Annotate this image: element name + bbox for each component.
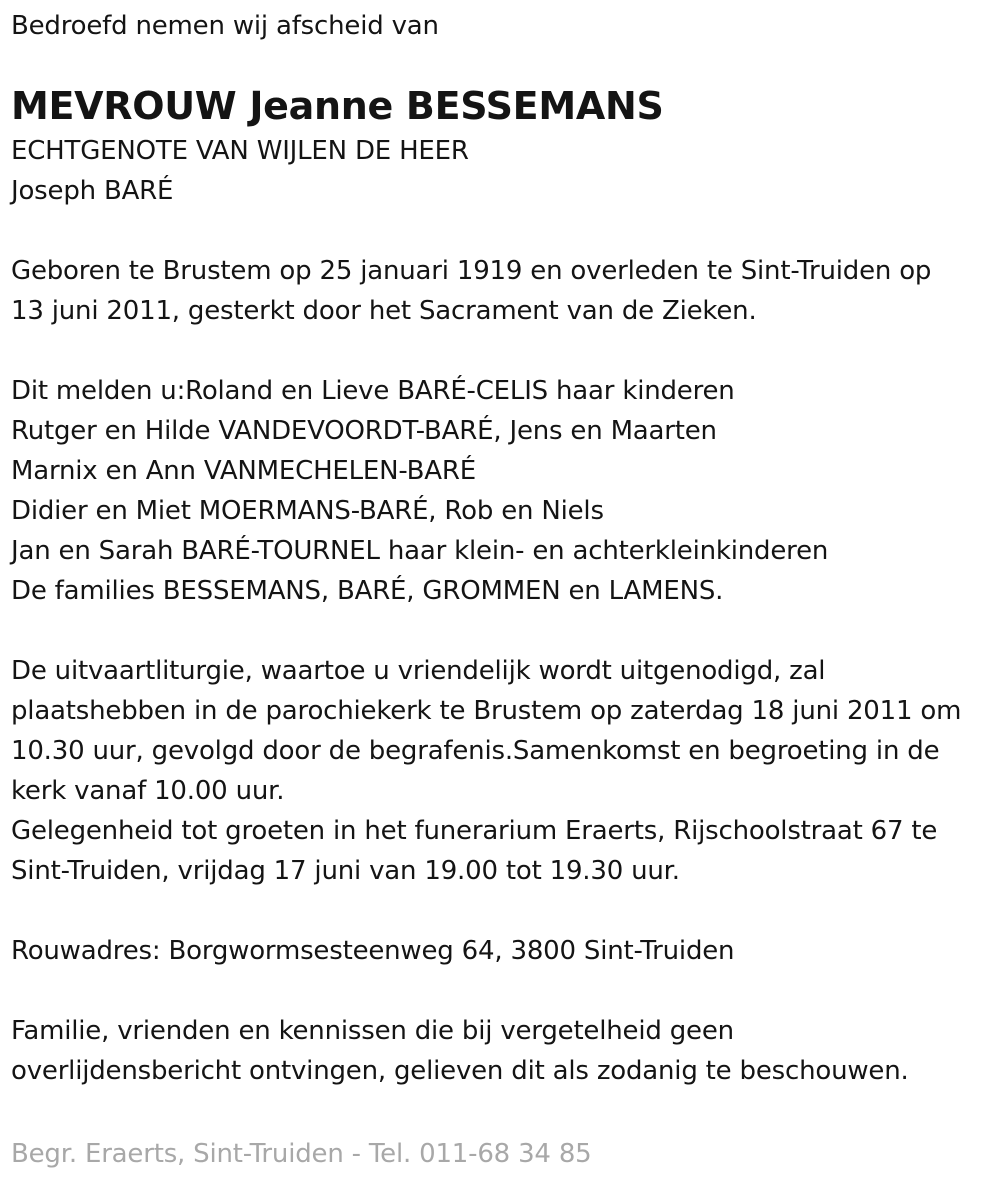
birth-death-paragraph [11, 251, 991, 331]
family-line: Didier en Miet MOERMANS-BARÉ, Rob en Niels [11, 496, 604, 526]
spacer [11, 331, 991, 371]
spacer [11, 611, 991, 651]
family-line: Jan en Sarah BARÉ-TOURNEL haar klein- en achterkleinkinderen [11, 536, 829, 566]
spacer [11, 211, 991, 251]
spacer [11, 891, 991, 931]
birth-death-line: 13 juni 2011, gesterkt door het Sacrament van de Zieken. [11, 296, 757, 326]
closing-line: Familie, vrienden en kennissen die bij vergetelheid geen [11, 1016, 734, 1046]
funeral-line: Gelegenheid tot groeten in het funerarium Eraerts, Rijschoolstraat 67 te [11, 816, 938, 846]
mourning-address: Rouwadres: Borgwormsesteenweg 64, 3800 Sint-Truiden [11, 936, 735, 966]
birth-death-line: Geboren te Brustem op 25 januari 1919 en overleden te Sint-Truiden op [11, 256, 932, 286]
funeral-line: 10.30 uur, gevolgd door de begrafenis.Samenkomst en begroeting in de [11, 736, 940, 766]
family-line: Rutger en Hilde VANDEVOORDT-BARÉ, Jens en Maarten [11, 416, 717, 446]
family-line: Marnix en Ann VANMECHELEN-BARÉ [11, 456, 476, 486]
deceased-name: MEVROUW Jeanne BESSEMANS [11, 84, 664, 128]
funeral-line: Sint-Truiden, vrijdag 17 juni van 19.00 tot 19.30 uur. [11, 856, 680, 886]
family-paragraph [11, 371, 991, 611]
spouse-title: ECHTGENOTE VAN WIJLEN DE HEER [11, 136, 469, 166]
funeral-line: kerk vanaf 10.00 uur. [11, 776, 285, 806]
family-line: De families BESSEMANS, BARÉ, GROMMEN en LAMENS. [11, 576, 724, 606]
funeral-line: plaatshebben in de parochiekerk te Brustem op zaterdag 18 juni 2011 om [11, 696, 962, 726]
funeral-line: De uitvaartliturgie, waartoe u vriendelijk wordt uitgenodigd, zal [11, 656, 826, 686]
funeral-home-footer: Begr. Eraerts, Sint-Truiden - Tel. 011-68 34 85 [11, 1139, 592, 1169]
family-line: Dit melden u:Roland en Lieve BARÉ-CELIS haar kinderen [11, 376, 735, 406]
closing-paragraph [11, 1011, 991, 1091]
closing-line: overlijdensbericht ontvingen, gelieven dit als zodanig te beschouwen. [11, 1056, 909, 1086]
spacer [11, 971, 991, 1011]
spouse-name: Joseph BARÉ [11, 176, 174, 206]
intro-text: Bedroefd nemen wij afscheid van [11, 11, 439, 41]
death-notice [11, 8, 991, 1091]
funeral-paragraph [11, 651, 991, 891]
